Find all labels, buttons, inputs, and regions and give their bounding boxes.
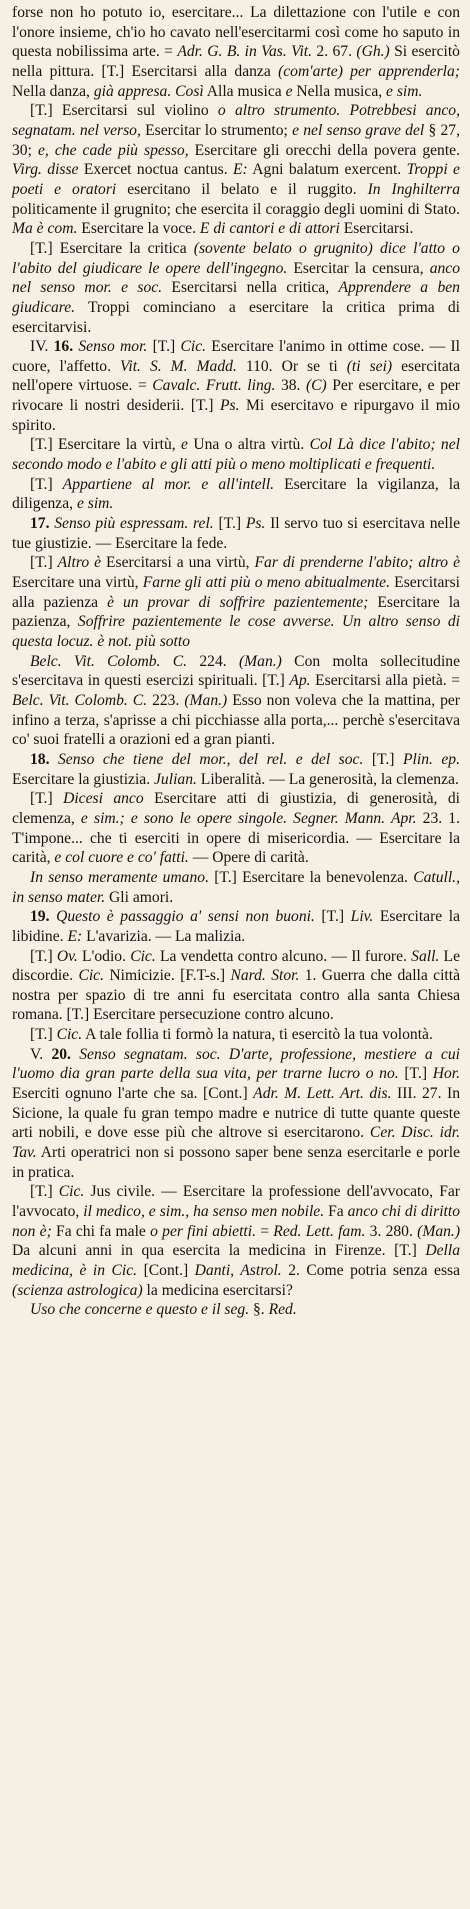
italic-text-run: Senso segnatam. soc. D'arte, professione, mestiere a cui l'uomo dia gran parte della sua vita, per trarne lucro o no. [12, 1045, 460, 1083]
entry-paragraph [12, 907, 460, 946]
entry-paragraph [12, 514, 460, 553]
italic-text-run: Cavalc. Frutt. ling. [152, 377, 276, 395]
text-run: IV. [30, 338, 54, 356]
italic-text-run: Dicesi anco [63, 790, 144, 808]
italic-text-run: Cic. [130, 947, 156, 965]
text-run: [T.] Esercitare la critica [30, 239, 194, 257]
italic-text-run: E: [233, 161, 248, 179]
italic-text-run: il medico, e sim., ha senso men nobile. [83, 1203, 325, 1221]
italic-text-run: già appresa. Così [93, 82, 204, 100]
bold-text-run: 20. [51, 1045, 71, 1063]
italic-text-run: Farne gli atti più o meno abitualmente. [142, 574, 390, 592]
italic-text-run: Cic. [56, 1026, 83, 1044]
text-run: 224. [187, 652, 239, 670]
dictionary-entry-text [12, 3, 460, 1320]
italic-text-run: Belc. Vit. Colomb. C. [30, 652, 188, 670]
text-run: [T.] [363, 750, 403, 768]
text-run: Alla musica [203, 82, 286, 100]
text-run: Nella musica, [292, 82, 387, 100]
text-run: [T.] [30, 475, 63, 493]
italic-text-run: e col cuore e co' fatti. [54, 849, 189, 867]
text-run: Esercitare la libidine. [12, 908, 461, 945]
italic-text-run: (scienza astrologica) [12, 1281, 143, 1299]
text-run: Esercitare la giustizia. [12, 770, 155, 788]
italic-text-run: Catull., in senso mater. [12, 868, 460, 906]
italic-text-run: Col Là dice l'abito; nel secondo modo e l'abito e gli atti più o meno moltiplicati e frequenti. [12, 436, 460, 474]
text-run: 110. Or se ti [236, 357, 347, 375]
italic-text-run: In senso meramente umano. [30, 868, 209, 886]
text-run: [T.] Esercitare la benevolenza. [208, 868, 414, 886]
text-run: Con molta sollecitudine s'esercitava in questi esercizi spirituali. [T.] [12, 652, 460, 690]
text-run: Esercitar la censura, [287, 259, 430, 277]
italic-text-run: Cic. [78, 967, 104, 985]
italic-text-run: è un provar di soffrire pazientemente; [107, 593, 369, 611]
text-run: L'avarizia. — La malizia. [82, 927, 246, 945]
italic-text-run: Senso più espressam. rel. [54, 515, 214, 533]
text-run: III. 27. In Sicione, la quale fu gran tempo madre e nutrice di tutte quante queste arti nobili, e dove esse più che altrove si esercitarono. [12, 1085, 461, 1142]
italic-text-run: Liv. [350, 908, 374, 926]
italic-text-run: In Inghilterra [367, 180, 460, 198]
italic-text-run: Ps. [245, 515, 266, 533]
text-run: § 27, 30; [12, 121, 460, 159]
italic-text-run: e nel senso grave del [292, 121, 425, 139]
italic-text-run: Apprendere a ben giudicare. [12, 279, 460, 316]
italic-text-run: Troppi e poeti e oratori [12, 161, 460, 198]
italic-text-run: Ma è com. [12, 220, 78, 238]
italic-text-run: o altro strumento. Potrebbesi anco, segnatam. nel verso, [12, 102, 461, 139]
text-run: Le discordie. [12, 947, 460, 985]
text-run: 2. Come potria senza essa [281, 1262, 461, 1279]
text-run: [T.] Esercitare la virtù, [30, 436, 182, 454]
italic-text-run: (Man.) [417, 1222, 461, 1240]
entry-paragraph [12, 789, 460, 868]
text-run: [T.] [213, 515, 246, 533]
text-run: Fa chi fa male [51, 1222, 151, 1240]
bold-text-run: 16. [53, 338, 74, 356]
text-run: §. [249, 1301, 269, 1319]
italic-text-run: Cic. [58, 1183, 85, 1201]
text-run: Esercitare la vigilanza, la diligenza, [12, 475, 460, 513]
text-run: Esercitare atti di giustizia, di generosità, di clemenza, [12, 790, 460, 827]
italic-text-run: Ap. [289, 672, 311, 690]
text-run: — Opere di carità. [188, 849, 309, 867]
text-run: 223. [147, 691, 185, 709]
text-run: Esercitarsi alla pazienza [12, 574, 460, 611]
italic-text-run: E di cantori e di attori [199, 220, 340, 238]
text-run: V. [30, 1045, 52, 1063]
text-run: 2. 67. [312, 43, 357, 61]
italic-text-run: Senso mor. [78, 338, 148, 356]
bold-text-run: 19. [30, 908, 50, 926]
italic-text-run: Adr. G. B. in Vas. Vit. [177, 43, 313, 61]
text-run: Exercet noctua cantus. [78, 161, 234, 179]
text-run: Agni balatum exercent. [247, 161, 407, 179]
text-run [71, 1046, 79, 1063]
text-run: Esercitare l'animo in ottime cose. — Il cuore, l'affetto. [12, 338, 460, 375]
italic-text-run: Red. Lett. fam. [273, 1222, 366, 1240]
text-run: Esercitare la voce. [77, 220, 200, 238]
text-run: [T.] [30, 554, 58, 572]
italic-text-run: Della medicina, è in Cic. [12, 1242, 460, 1279]
text-run: forse non ho potuto io, esercitare... La dilettazione con l'utile e con l'onore insieme, ch'io ho cavato nell'esercitarmi così come ho saputo in questa nobilissima arte. = [12, 4, 460, 61]
italic-text-run: Senso che tiene del mor., del rel. e del soc. [58, 750, 364, 768]
text-run: Troppi cominciano a esercitare la critica prima di esercitarvisi. [12, 298, 460, 336]
italic-text-run: (Man.) [238, 652, 282, 670]
text-run: Si esercitò nella pittura. [T.] Esercitarsi alla danza [12, 43, 460, 80]
text-run: 1. Guerra che dalla città nostra per spazio di tre anni fu esercitata contro alla santa Chiesa romana. [T.] Esercitare persecuzione contro alcuno. [12, 967, 460, 1024]
text-run: la medicina esercitarsi? [142, 1281, 293, 1299]
text-run: Nimicizie. [F.T-s.] [104, 967, 231, 985]
italic-text-run: Virg. disse [12, 161, 79, 179]
text-run: esercitata nell'opere virtuose. = [12, 357, 461, 395]
italic-text-run: Appartiene al mor. e all'intell. [62, 475, 275, 493]
text-run: 38. [275, 377, 306, 395]
italic-text-run: Plin. ep. [403, 750, 460, 768]
italic-text-run: e sim.; e sono le opere singole. Segner. Mann. Apr. [80, 809, 417, 827]
text-run: Gli amori. [105, 888, 174, 906]
italic-text-run: Altro è [57, 554, 102, 572]
text-run: [T.] [314, 908, 351, 926]
italic-text-run: Hor. [432, 1065, 460, 1083]
italic-text-run: Vit. S. M. Madd. [120, 357, 237, 375]
italic-text-run: Nard. Stor. [230, 967, 300, 985]
italic-text-run: (Man.) [184, 691, 228, 709]
text-run [50, 751, 59, 768]
entry-paragraph [12, 3, 460, 101]
text-run: [T.] [147, 338, 181, 356]
entry-paragraph [12, 475, 460, 514]
text-run: [T.] Esercitarsi sul violino [30, 102, 218, 120]
text-run: Esso non voleva che la mattina, per infino a terza, s'aprisse a chi picchiasse alla porta,... perchè s'esercitava co' suoi fratelli a orazioni ed a gran pianti. [12, 691, 460, 749]
italic-text-run: anco nel senso mor. e soc. [12, 259, 460, 297]
entry-paragraph [12, 750, 460, 789]
italic-text-run: Cic. [180, 338, 207, 356]
text-run: esercitano il belato e il ruggito. [116, 180, 368, 198]
entry-paragraph [12, 868, 460, 907]
entry-paragraph [12, 101, 460, 239]
italic-text-run: (ti sei) [346, 357, 393, 375]
italic-text-run: Questo è passaggio a' sensi non buoni. [56, 908, 315, 926]
italic-text-run: (sovente belato o grugnito) dice l'atto o l'abito del giudicare le opere dell'ingegno. [12, 239, 460, 277]
italic-text-run: E: [67, 927, 83, 945]
text-run: Esercitarsi nella critica, [162, 279, 339, 297]
entry-paragraph [12, 553, 460, 651]
italic-text-run: Sall. [411, 947, 440, 965]
text-run: 23. 1. T'impone... che ti eserciti in opere di misericordia. — Esercitare la carità, [12, 809, 460, 867]
text-run: politicamente il grugnito; che esercita il coraggio degli uomini di Stato. [12, 200, 460, 218]
entry-paragraph [12, 1182, 460, 1300]
text-run: Arti operatrici non si possono saper bene senza esercitarle e porle in pratica. [12, 1144, 460, 1181]
italic-text-run: (com'arte) per apprenderla; [278, 62, 460, 80]
entry-paragraph [12, 435, 460, 474]
italic-text-run: Danti, Astrol. [194, 1262, 282, 1279]
entry-paragraph [12, 337, 460, 435]
entry-paragraph [12, 1045, 460, 1183]
italic-text-run: Julian. [154, 770, 197, 788]
text-run: Eserciti ognuno l'arte che sa. [Cont.] [12, 1085, 254, 1103]
italic-text-run: anco chi di diritto non è; [12, 1203, 460, 1240]
italic-text-run: Belc. Vit. Colomb. C. [12, 691, 148, 709]
text-run: Liberalità. — La generosità, la clemenza. [196, 770, 459, 788]
bold-text-run: 18. [30, 750, 50, 768]
italic-text-run: e [181, 436, 188, 454]
text-run: La vendetta contro alcuno. — Il furore. [155, 947, 412, 965]
italic-text-run: Soffrire pazientemente le cose avverse. Un altro senso di questa locuz. è not. più sotto [12, 613, 460, 650]
italic-text-run: Adr. M. Lett. Art. dis. [253, 1085, 392, 1103]
italic-text-run: e sim. [386, 82, 423, 100]
italic-text-run: Far di prenderne l'abito; altro è [254, 554, 460, 572]
text-run: Esercitar lo strumento; [140, 121, 293, 139]
italic-text-run: Ov. [56, 947, 78, 965]
text-run: Fa [324, 1203, 348, 1221]
text-run: [T.] [398, 1065, 433, 1083]
text-run: Esercitare gli orecchi della povera gente. [188, 141, 460, 159]
bold-text-run: 17. [30, 515, 50, 533]
text-run: A tale follia ti formò la natura, ti esercitò la tua volontà. [82, 1026, 433, 1044]
entry-paragraph [12, 239, 460, 337]
text-run: [Cont.] [137, 1262, 195, 1279]
text-run: Jus civile. — Esercitare la professione dell'avvocato, Far l'avvocato, [12, 1183, 460, 1221]
entry-paragraph [12, 1300, 460, 1320]
italic-text-run: e, che cade più spesso, [37, 141, 189, 159]
text-run: [T.] [30, 790, 64, 808]
italic-text-run: e sim. [76, 495, 114, 513]
italic-text-run: Ps. [219, 397, 240, 415]
text-run: Il servo tuo si esercitava nelle tue giustizie. — Esercitare la fede. [12, 515, 461, 552]
text-run: Esercitarsi alla pietà. = [310, 672, 460, 690]
entry-paragraph [12, 1025, 460, 1045]
text-run: Esercitare una virtù, [12, 574, 143, 592]
text-run: Esercitare la pazienza, [12, 593, 460, 631]
italic-text-run: Cer. Disc. idr. Tav. [12, 1124, 460, 1162]
text-run: Da alcuni anni in qua esercita la medicina in Firenze. [T.] [12, 1242, 426, 1260]
text-run: [T.] [30, 947, 57, 965]
text-run: Esercitarsi. [339, 220, 414, 238]
entry-paragraph [12, 652, 460, 750]
italic-text-run: o per fini abietti. [150, 1222, 256, 1240]
italic-text-run: Red. [268, 1301, 297, 1319]
italic-text-run: (Gh.) [356, 43, 390, 61]
italic-text-run: (C) [305, 377, 327, 395]
text-run: Per esercitare, e per rivocare li nostri desiderii. [T.] [12, 377, 460, 415]
entry-paragraph [12, 947, 460, 1026]
text-run: Nella danza, [12, 82, 94, 100]
text-run: Mi esercitavo e ripurgavo il mio spirito. [12, 397, 461, 434]
text-run: [T.] [30, 1026, 57, 1044]
italic-text-run: Uso che concerne e questo e il seg. [30, 1301, 250, 1319]
text-run: Una o altra virtù. [187, 436, 310, 454]
text-run: [T.] [30, 1183, 59, 1201]
text-run: L'odio. [77, 947, 131, 965]
text-run: 3. 280. [365, 1222, 418, 1240]
text-run: Esercitarsi a una virtù, [101, 554, 255, 572]
text-run: = [255, 1222, 274, 1240]
italic-text-run: e [285, 82, 293, 100]
